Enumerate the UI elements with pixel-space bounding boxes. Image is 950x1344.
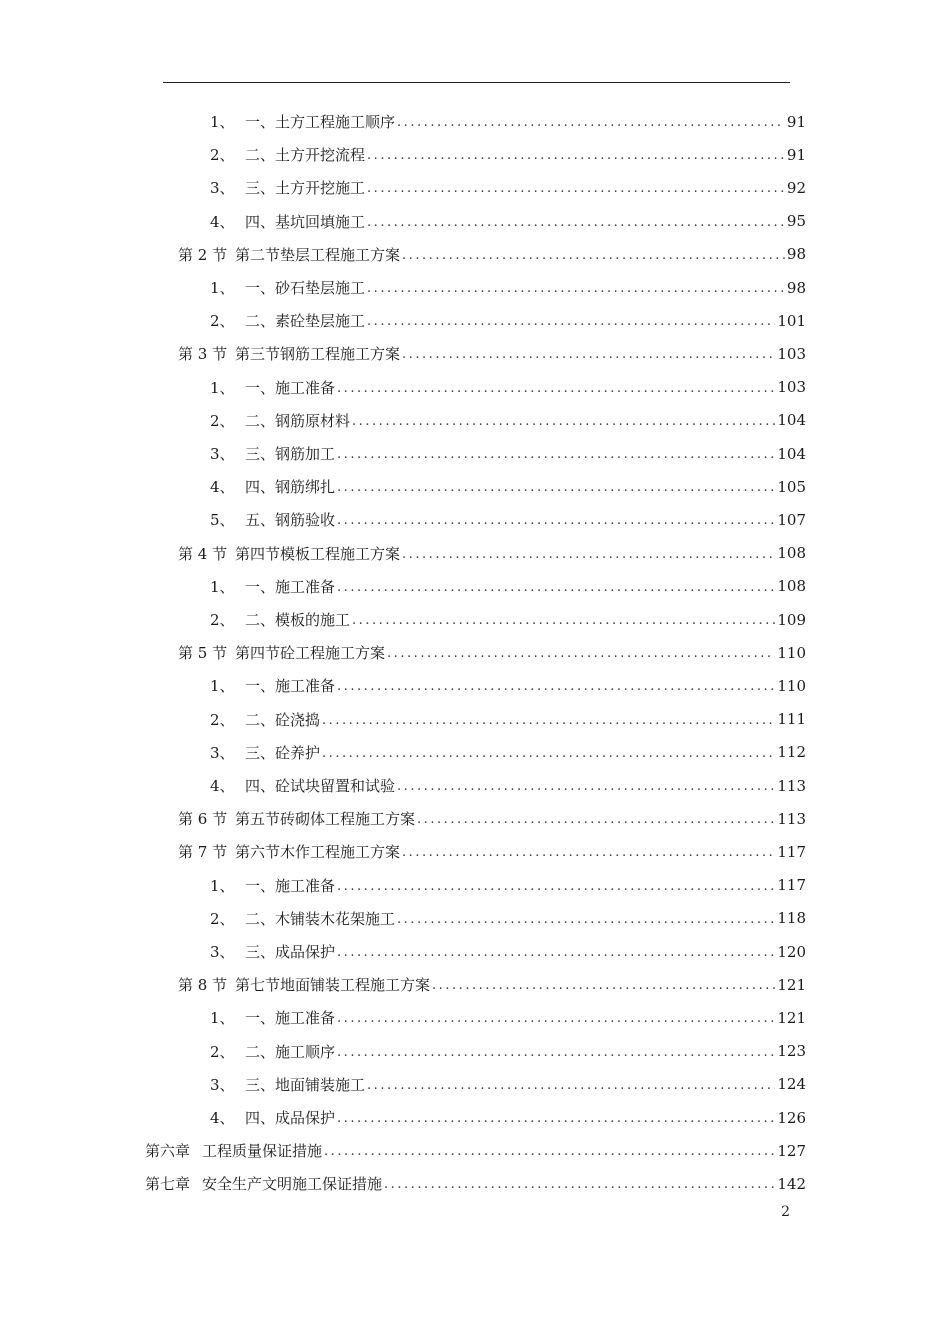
toc-entry-number: 4、 xyxy=(210,478,235,497)
toc-leader-dots xyxy=(384,1176,775,1191)
toc-leader-dots xyxy=(387,645,775,660)
toc-leader-dots xyxy=(337,1044,775,1059)
toc-entry-title: 四、钢筋绑扎 xyxy=(245,478,336,497)
toc-entry[interactable] xyxy=(210,404,806,437)
toc-entry[interactable] xyxy=(145,1134,806,1167)
toc-leader-dots xyxy=(397,114,785,129)
toc-entry[interactable] xyxy=(210,1101,806,1134)
toc-entry-page: 101 xyxy=(777,311,806,330)
toc-entry[interactable] xyxy=(210,105,806,138)
toc-entry-title: 三、土方开挖施工 xyxy=(245,179,366,198)
page-number: 2 xyxy=(781,1204,790,1220)
toc-entry-page: 124 xyxy=(777,1075,806,1094)
toc-entry-page: 104 xyxy=(777,411,806,430)
toc-entry-title: 工程质量保证措施 xyxy=(202,1142,323,1161)
toc-entry-number: 4、 xyxy=(210,777,235,795)
toc-leader-dots xyxy=(337,479,775,494)
toc-entry-page: 109 xyxy=(777,610,806,629)
toc-entry-page: 107 xyxy=(777,510,806,529)
toc-entry-page: 123 xyxy=(777,1042,806,1061)
toc-entry-number: 2、 xyxy=(210,411,235,430)
toc-leader-dots xyxy=(402,844,775,859)
toc-entry-page: 110 xyxy=(777,643,806,662)
toc-entry-number: 第 4 节 xyxy=(178,544,228,563)
toc-entry-number: 3、 xyxy=(210,943,235,961)
toc-entry-number: 2、 xyxy=(210,1042,235,1061)
toc-entry-title: 三、砼养护 xyxy=(245,743,321,762)
toc-entry-number: 2、 xyxy=(210,710,235,729)
toc-entry-number: 1、 xyxy=(210,1009,235,1028)
toc-entry-number: 1、 xyxy=(210,113,235,131)
toc-entry[interactable] xyxy=(210,304,806,337)
toc-entry[interactable] xyxy=(210,669,806,702)
toc-entry-number: 1、 xyxy=(210,378,235,397)
toc-entry-title: 第四节砼工程施工方案 xyxy=(235,644,386,663)
toc-entry-number: 第 2 节 xyxy=(178,245,228,264)
toc-entry-title: 二、砼浇捣 xyxy=(245,710,321,729)
toc-entry[interactable] xyxy=(210,603,806,636)
toc-entry-title: 三、钢筋加工 xyxy=(245,445,336,463)
toc-entry-title: 一、施工准备 xyxy=(245,577,336,596)
toc-entry-title: 二、模板的施工 xyxy=(245,611,351,629)
toc-entry-page: 91 xyxy=(786,112,806,131)
toc-leader-dots xyxy=(367,280,785,295)
toc-entry[interactable] xyxy=(210,437,806,470)
toc-entry-title: 一、施工准备 xyxy=(245,677,336,696)
toc-leader-dots xyxy=(322,712,775,727)
toc-entry-title: 三、成品保护 xyxy=(245,943,336,961)
toc-entry-number: 5、 xyxy=(210,511,235,530)
toc-entry[interactable] xyxy=(210,1001,806,1034)
toc-entry-title: 二、钢筋原材料 xyxy=(245,411,351,430)
toc-entry[interactable] xyxy=(210,138,806,171)
toc-entry-page: 108 xyxy=(777,577,806,596)
toc-entry[interactable] xyxy=(210,171,806,204)
toc-leader-dots xyxy=(337,678,775,693)
toc-entry-title: 五、钢筋验收 xyxy=(245,511,336,530)
toc-entry-number: 4、 xyxy=(210,212,235,231)
toc-entry-number: 2、 xyxy=(210,146,235,165)
toc-leader-dots xyxy=(337,1110,775,1125)
toc-leader-dots xyxy=(402,346,775,361)
toc-leader-dots xyxy=(417,811,775,826)
toc-leader-dots xyxy=(322,745,775,760)
toc-entry-title: 三、地面铺装施工 xyxy=(245,1075,366,1094)
toc-entry[interactable] xyxy=(210,902,806,935)
toc-entry-page: 103 xyxy=(777,378,806,397)
toc-entry-number: 第 6 节 xyxy=(178,810,228,829)
toc-leader-dots xyxy=(402,546,775,561)
toc-leader-dots xyxy=(337,579,775,594)
toc-leader-dots xyxy=(367,147,785,162)
toc-entry-page: 108 xyxy=(777,544,806,563)
toc-entry-title: 一、施工准备 xyxy=(245,378,336,397)
toc-entry-page: 105 xyxy=(777,477,806,496)
toc-leader-dots xyxy=(337,512,775,527)
toc-entry[interactable] xyxy=(178,337,806,370)
toc-entry-page: 112 xyxy=(777,743,806,762)
toc-entry-title: 第三节钢筋工程施工方案 xyxy=(235,345,401,364)
toc-entry-number: 2、 xyxy=(210,909,235,928)
toc-entry-page: 126 xyxy=(777,1108,806,1127)
toc-leader-dots xyxy=(337,380,775,395)
toc-entry-title: 二、土方开挖流程 xyxy=(245,146,366,165)
toc-entry-title: 安全生产文明施工保证措施 xyxy=(202,1175,383,1194)
toc-leader-dots xyxy=(397,911,775,926)
toc-entry[interactable] xyxy=(178,835,806,868)
toc-entry-page: 91 xyxy=(786,145,806,164)
toc-entry-number: 1、 xyxy=(210,577,235,596)
toc-entry-page: 117 xyxy=(777,842,806,861)
toc-entry-page: 120 xyxy=(777,942,806,961)
toc-entry-page: 111 xyxy=(777,710,806,729)
toc-leader-dots xyxy=(432,977,775,992)
toc-entry-number: 第六章 xyxy=(145,1142,191,1161)
toc-entry-title: 二、施工顺序 xyxy=(245,1042,336,1061)
toc-leader-dots xyxy=(367,1077,775,1092)
toc-entry[interactable] xyxy=(178,636,806,669)
toc-entry-number: 第 7 节 xyxy=(178,843,228,862)
toc-entry-number: 第 3 节 xyxy=(178,345,228,364)
toc-entry-title: 二、木铺装木花架施工 xyxy=(245,909,396,928)
toc-entry[interactable] xyxy=(210,470,806,503)
toc-entry[interactable] xyxy=(210,205,806,238)
toc-entry-page: 117 xyxy=(777,876,806,895)
toc-entry[interactable] xyxy=(210,503,806,536)
toc-entry-page: 92 xyxy=(786,178,806,197)
toc-entry[interactable] xyxy=(210,271,806,304)
toc-leader-dots xyxy=(324,1143,775,1158)
toc-entry-number: 1、 xyxy=(210,279,235,297)
header-rule xyxy=(163,82,790,83)
toc-leader-dots xyxy=(337,944,775,959)
toc-entry-page: 127 xyxy=(777,1141,806,1160)
toc-entry[interactable] xyxy=(178,802,806,835)
toc-entry-title: 四、成品保护 xyxy=(245,1109,336,1127)
toc-entry-title: 一、土方工程施工顺序 xyxy=(245,113,396,131)
toc-entry-page: 103 xyxy=(777,344,806,363)
toc-entry[interactable] xyxy=(178,238,806,271)
toc-entry-page: 121 xyxy=(777,1008,806,1027)
toc-entry[interactable] xyxy=(210,935,806,968)
toc-entry[interactable] xyxy=(210,736,806,769)
toc-entry-title: 第二节垫层工程施工方案 xyxy=(235,245,401,264)
toc-entry-title: 四、砼试块留置和试验 xyxy=(245,777,396,795)
toc-entry[interactable] xyxy=(210,1068,806,1101)
toc-entry-page: 113 xyxy=(777,776,806,795)
toc-entry-number: 4、 xyxy=(210,1109,235,1127)
toc-entry-page: 110 xyxy=(777,676,806,695)
toc-leader-dots xyxy=(337,446,775,461)
toc-entry-number: 第七章 xyxy=(145,1175,191,1194)
toc-entry-number: 3、 xyxy=(210,445,235,463)
toc-leader-dots xyxy=(352,413,775,428)
toc-entry-title: 第五节砖砌体工程施工方案 xyxy=(235,810,416,829)
toc-entry-page: 95 xyxy=(786,212,806,231)
toc-entry-title: 一、施工准备 xyxy=(245,876,336,895)
toc-entry-number: 2、 xyxy=(210,611,235,629)
toc-entry-page: 142 xyxy=(777,1174,806,1193)
toc-entry-title: 第四节模板工程施工方案 xyxy=(235,544,401,563)
toc-entry[interactable] xyxy=(178,968,806,1001)
toc-entry-number: 3、 xyxy=(210,1075,235,1094)
toc-leader-dots xyxy=(352,612,775,627)
toc-entry[interactable] xyxy=(210,1035,806,1068)
toc-entry[interactable] xyxy=(210,703,806,736)
toc-entry-page: 104 xyxy=(777,444,806,463)
toc-entry-page: 113 xyxy=(777,809,806,828)
toc-leader-dots xyxy=(402,247,785,262)
toc-entry-title: 二、素砼垫层施工 xyxy=(245,312,366,331)
toc-leader-dots xyxy=(337,1010,775,1025)
toc-entry[interactable] xyxy=(210,371,806,404)
toc-entry[interactable] xyxy=(210,769,806,802)
toc-entry-number: 1、 xyxy=(210,876,235,895)
toc-entry[interactable] xyxy=(145,1167,806,1200)
toc-entry-page: 98 xyxy=(786,245,806,264)
toc-entry-page: 121 xyxy=(777,975,806,994)
toc-leader-dots xyxy=(367,180,785,195)
toc-leader-dots xyxy=(337,878,775,893)
toc-leader-dots xyxy=(367,313,775,328)
toc-entry[interactable] xyxy=(210,570,806,603)
toc-entry-title: 四、基坑回填施工 xyxy=(245,212,366,231)
toc-entry-number: 第 8 节 xyxy=(178,976,228,995)
toc-entry[interactable] xyxy=(210,869,806,902)
toc-entry-title: 第七节地面铺装工程施工方案 xyxy=(235,976,431,995)
toc-leader-dots xyxy=(367,214,785,229)
toc-leader-dots xyxy=(397,778,775,793)
toc-entry-number: 3、 xyxy=(210,743,235,762)
toc-entry-page: 98 xyxy=(786,278,806,297)
toc-entry-number: 2、 xyxy=(210,312,235,331)
toc-entry[interactable] xyxy=(178,537,806,570)
toc-entry-title: 第六节木作工程施工方案 xyxy=(235,843,401,862)
toc-entry-number: 1、 xyxy=(210,677,235,696)
toc-entry-title: 一、施工准备 xyxy=(245,1009,336,1028)
toc-entry-number: 3、 xyxy=(210,179,235,198)
toc-entry-title: 一、砂石垫层施工 xyxy=(245,279,366,297)
toc-entry-page: 118 xyxy=(777,909,806,928)
toc-entry-number: 第 5 节 xyxy=(178,644,228,663)
